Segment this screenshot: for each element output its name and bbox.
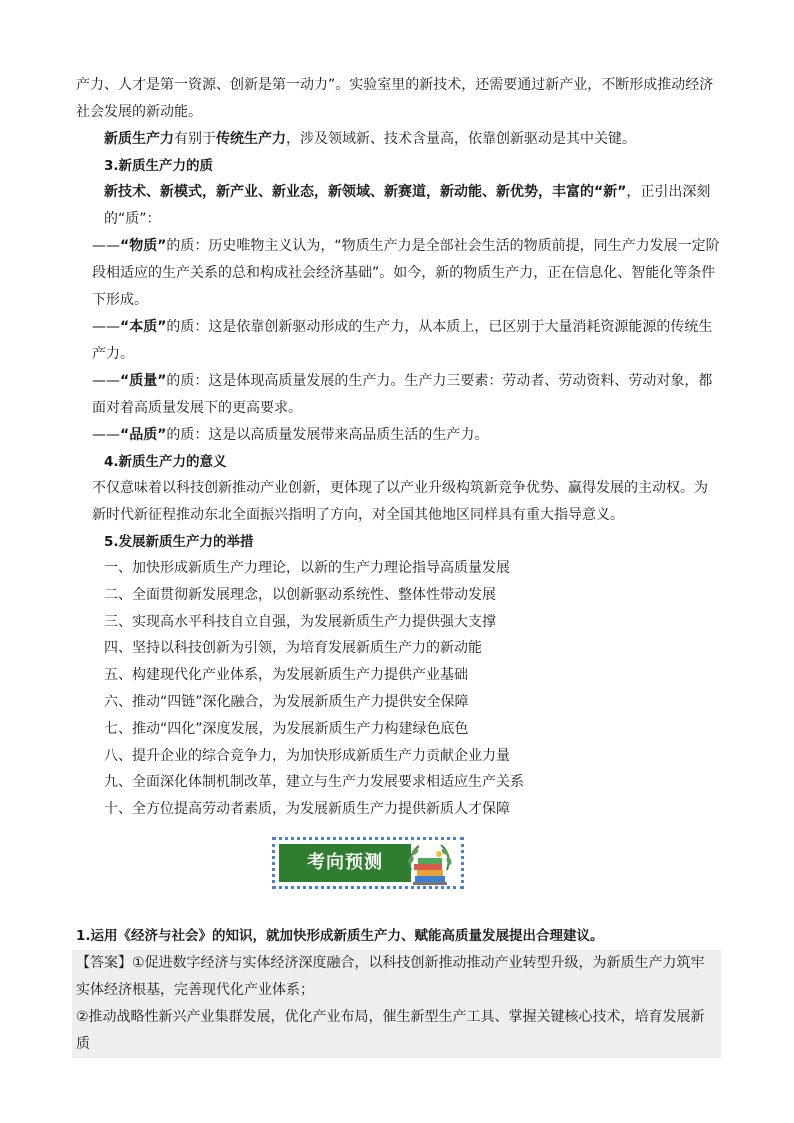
quality-item [76, 314, 721, 368]
question-1: 1.运用《经济与社会》的知识，就加快形成新质生产力、赋能高质量发展提出合理建议。 [76, 927, 604, 944]
distinction-paragraph [76, 126, 721, 153]
em-dash: —— [92, 427, 120, 443]
measure-item: 六、推动“四链”深化融合，为发展新质生产力提供安全保障 [104, 693, 469, 710]
section-3-heading: 3.新质生产力的质 [104, 158, 214, 174]
answer-item: ①促进数字经济与实体经济深度融合，以科技创新推动推动产业转型升级，为新质生产力筑牢实体经济根基，完善现代化产业体系； [76, 954, 705, 998]
quality-text: 的质：这是体现高质量发展的生产力。生产力三要素：劳动者、劳动资料、劳动对象，都面对着高质量发展下的更高要求。 [92, 373, 713, 416]
measure-item: 二、全面贯彻新发展理念，以创新驱动系统性、整体性带动发展 [104, 586, 496, 603]
intro-paragraph: 产力、人才是第一资源、创新是第一动力”。实验室里的新技术，还需要通过新产业，不断形成推动经济社会发展的新动能。 [76, 77, 714, 120]
answer-block [72, 950, 721, 1058]
books-plant-icon [403, 840, 457, 890]
answer-label: 【答案】 [76, 954, 132, 971]
bold-term-new: 新质生产力 [104, 131, 174, 147]
section-5-heading: 5.发展新质生产力的举措 [104, 534, 254, 550]
quality-text: 的质：历史唯物主义认为，“物质生产力是全部社会生活的物质前提，同生产力发展一定阶段相适应的生产关系的总和构成社会经济基础”。如今，新的物质生产力，正在信息化、智能化等条件下形成。 [92, 238, 720, 308]
quality-text: 的质：这是以高质量发展带来高品质生活的生产力。 [166, 427, 489, 443]
em-dash: —— [92, 319, 120, 335]
em-dash: —— [92, 238, 120, 254]
section-3-lead [76, 179, 721, 233]
em-dash: —— [92, 373, 120, 389]
measure-item: 八、提升企业的综合竞争力，为加快形成新质生产力贡献企业力量 [104, 747, 510, 764]
quality-item [76, 368, 721, 422]
distinction-mid: 有别于 [174, 131, 216, 147]
measure-item: 十、全方位提高劳动者素质，为发展新质生产力提供新质人才保障 [104, 801, 510, 818]
forecast-banner-title: 考向预测 [279, 844, 411, 882]
measure-item: 九、全面深化体制机制改革，建立与生产力发展要求相适应生产关系 [104, 774, 524, 791]
forecast-banner-area [76, 831, 721, 919]
quality-term: “质量” [120, 373, 167, 389]
measure-item: 三、实现高水平科技自立自强，为发展新质生产力提供强大支撑 [104, 613, 496, 630]
measure-item: 四、坚持以科技创新为引领，为培育发展新质生产力的新动能 [104, 640, 482, 657]
quality-term: “品质” [120, 427, 167, 443]
quality-item [76, 422, 721, 449]
quality-term: “本质” [120, 319, 167, 335]
measure-item: 一、加快形成新质生产力理论，以新的生产力理论指导高质量发展 [104, 560, 510, 576]
section-4-heading: 4.新质生产力的意义 [104, 454, 227, 470]
quality-item [76, 233, 721, 314]
bold-term-traditional: 传统生产力 [216, 131, 286, 147]
quality-term: “物质” [120, 238, 167, 254]
document-page [76, 72, 721, 1058]
quality-text: 的质：这是依靠创新驱动形成的生产力，从本质上，已区别于大量消耗资源能源的传统生产力。 [92, 319, 713, 362]
section-4-text: 不仅意味着以科技创新推动产业创新，更体现了以产业升级构筑新竞争优势、赢得发展的主动权。为新时代新征程推动东北全面振兴指明了方向，对全国其他地区同样具有重大指导意义。 [92, 480, 708, 523]
distinction-rest: ，涉及领域新、技术含量高，依靠创新驱动是其中关键。 [286, 131, 636, 147]
answer-line [76, 950, 717, 1004]
measure-item: 五、构建现代化产业体系，为发展新质生产力提供产业基础 [104, 667, 468, 684]
answer-item: ②推动战略性新兴产业集群发展，优化产业布局，催生新型生产工具、掌握关键核心技术，培育发展新质 [76, 1008, 705, 1052]
section-3-lead-rest: ，正引出深刻的“质”： [104, 184, 711, 227]
forecast-banner [272, 837, 464, 889]
section-3-lead-bold: 新技术、新模式，新产业、新业态，新领域、新赛道，新动能、新优势，丰富的“新” [104, 184, 627, 200]
measure-item: 七、推动“四化”深度发展，为发展新质生产力构建绿色底色 [104, 720, 469, 737]
